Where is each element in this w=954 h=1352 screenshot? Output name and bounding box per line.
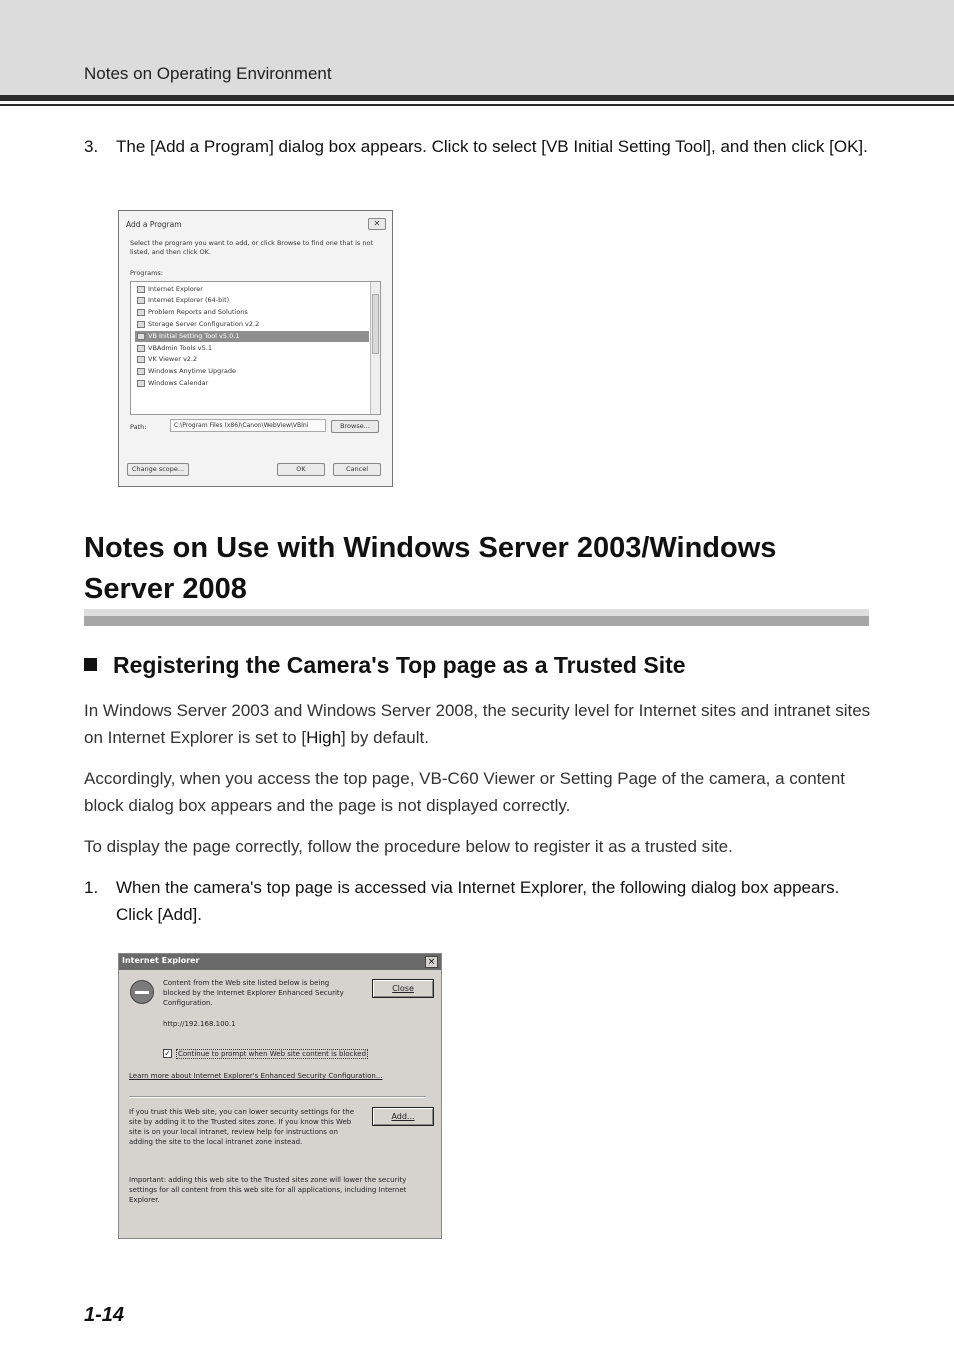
step-1: [84, 874, 874, 928]
close-icon[interactable]: ×: [425, 956, 438, 968]
step-3: [84, 133, 874, 160]
learn-more-link[interactable]: Learn more about Internet Explorer's Enhanced Security Configuration...: [129, 1072, 383, 1080]
page-number: 1-14: [84, 1304, 125, 1326]
important-text: Important: adding this web site to the Trusted sites zone will lower the security settings for all content from this web site for all applications, including Internet Explorer.: [129, 1176, 407, 1204]
list-item[interactable]: Storage Server Configuration v2.2: [135, 319, 369, 330]
scrollbar-thumb[interactable]: [372, 294, 379, 354]
program-icon: [137, 286, 145, 293]
header-rule-thin: [0, 104, 954, 106]
program-icon: [137, 309, 145, 316]
continue-prompt-label[interactable]: Continue to prompt when Web site content is blocked: [178, 1050, 367, 1058]
step-text: The [Add a Program] dialog box appears. Click to select [VB Initial Setting Tool], and then click [OK].: [116, 137, 868, 156]
continue-prompt-checkbox[interactable]: ✓: [164, 1049, 171, 1058]
dialog-title: Add a Program: [126, 220, 182, 229]
divider: [129, 1096, 426, 1098]
list-item[interactable]: Internet Explorer: [135, 284, 369, 295]
change-scope-button[interactable]: Change scope...: [127, 463, 189, 476]
dialog-description: Select the program you want to add, or click Browse to find one that is not listed, and then click OK.: [130, 239, 374, 256]
list-item[interactable]: Windows Calendar: [135, 378, 369, 389]
dialog-title: Internet Explorer: [122, 956, 200, 965]
close-button[interactable]: Close: [372, 979, 434, 998]
paragraph-3: To display the page correctly, follow the procedure below to register it as a trusted site.: [84, 837, 733, 856]
blocked-message: Content from the Web site listed below is being blocked by the Internet Explorer Enhanced Security Configuration.: [163, 979, 344, 1007]
emphasis-high: High: [306, 728, 342, 747]
close-icon[interactable]: ✕: [368, 218, 386, 230]
list-scrollbar[interactable]: [370, 282, 380, 414]
list-item-selected[interactable]: VB Initial Setting Tool v5.0.1: [135, 331, 369, 342]
path-label: Path:: [130, 423, 147, 431]
list-item[interactable]: VBAdmin Tools v5.1: [135, 343, 369, 354]
paragraph-1: In Windows Server 2003 and Windows Server 2008, the security level for Internet sites and intranet sites on Internet Explorer is set to [High] by default.: [84, 701, 871, 747]
header-rule-thick: [0, 95, 954, 101]
program-icon: [137, 297, 145, 304]
paragraph-2: Accordingly, when you access the top page, VB-C60 Viewer or Setting Page of the camera, a content block dialog box appears and the page is not displayed correctly.: [84, 769, 846, 815]
list-item[interactable]: Problem Reports and Solutions: [135, 307, 369, 318]
browse-button[interactable]: Browse...: [331, 420, 379, 433]
square-bullet-icon: [84, 658, 97, 671]
ok-button[interactable]: OK: [277, 463, 325, 476]
step-number: 3.: [84, 137, 99, 156]
program-icon: [137, 321, 145, 328]
add-program-dialog-screenshot: [118, 210, 393, 487]
list-item[interactable]: Windows Anytime Upgrade: [135, 366, 369, 377]
section-title: Notes on Use with Windows Server 2003/Windows Server 2008: [84, 532, 777, 605]
subsection-title: Registering the Camera's Top page as a Trusted Site: [113, 652, 686, 678]
step-text: When the camera's top page is accessed via Internet Explorer, the following dialog box appears. Click [Add].: [116, 878, 840, 924]
add-button[interactable]: Add...: [372, 1107, 434, 1126]
section-rule-light: [84, 609, 869, 616]
dialog-titlebar: [119, 954, 441, 970]
list-item[interactable]: VK Viewer v2.2: [135, 354, 369, 365]
cancel-button[interactable]: Cancel: [333, 463, 381, 476]
blocked-icon: [130, 980, 154, 1004]
trust-text: If you trust this Web site, you can lower security settings for the site by adding it to the Trusted sites zone. If you know this Web site is on your local intranet, review help for instructions on adding the site to the local intranet zone instead.: [129, 1108, 354, 1146]
subsection-heading: [84, 652, 686, 679]
path-input[interactable]: C:\Program Files (x86)\Canon\WebView\VBIni: [170, 419, 326, 432]
blocked-url: http://192.168.100.1: [163, 1020, 236, 1028]
program-icon: [137, 356, 145, 363]
programs-list[interactable]: [130, 281, 381, 415]
ie-dialog-screenshot: [118, 953, 442, 1239]
program-icon: [137, 333, 145, 340]
step-number: 1.: [84, 878, 99, 897]
running-header: Notes on Operating Environment: [84, 64, 332, 83]
list-item[interactable]: Internet Explorer (64-bit): [135, 295, 369, 306]
programs-label: Programs:: [130, 269, 164, 277]
program-icon: [137, 368, 145, 375]
program-icon: [137, 345, 145, 352]
program-icon: [137, 380, 145, 387]
section-rule: [84, 616, 869, 626]
